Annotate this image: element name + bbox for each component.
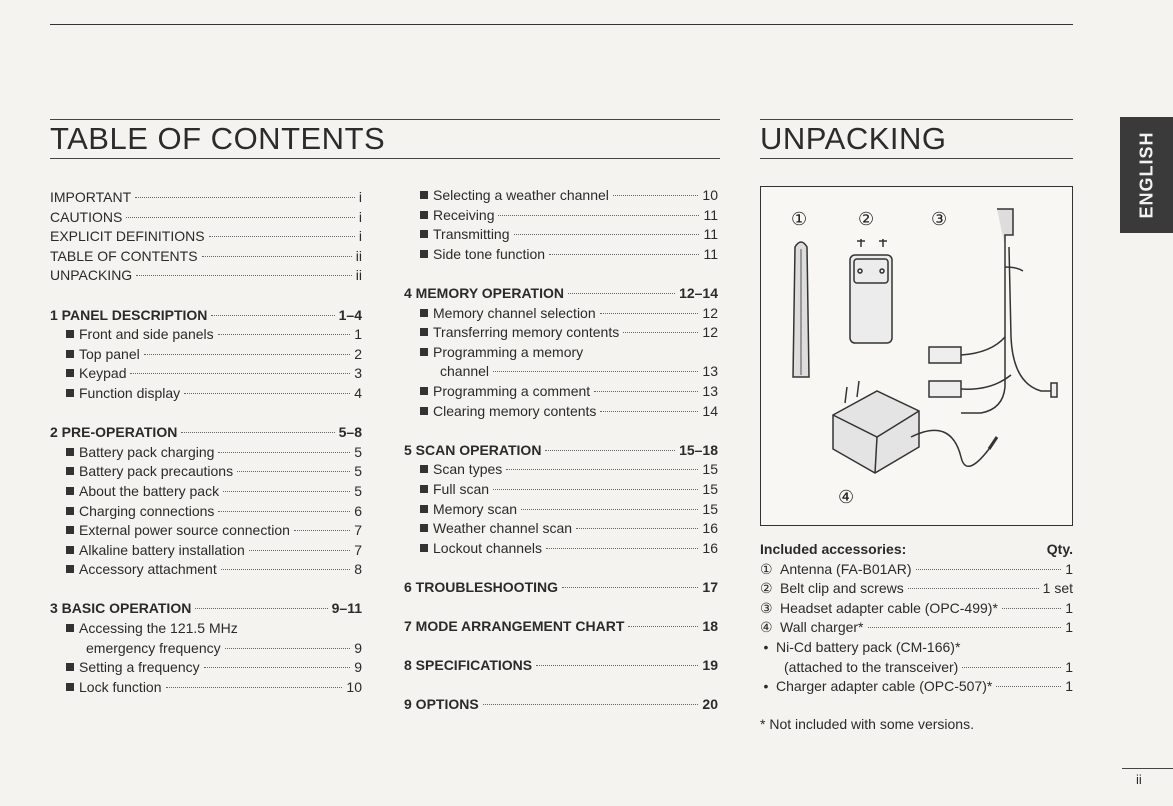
toc-entry-page: ii bbox=[355, 267, 362, 284]
toc-entry bbox=[50, 325, 362, 345]
toc-entry-label: Memory scan bbox=[433, 500, 518, 517]
toc-entry-page: 11 bbox=[703, 245, 718, 262]
toc-entry-label: Memory channel selection bbox=[433, 304, 596, 321]
toc-entry-label: Battery pack precautions bbox=[79, 463, 234, 480]
toc-section-entry bbox=[50, 306, 362, 326]
unpacking-title: UNPACKING bbox=[760, 121, 947, 156]
square-bullet-icon bbox=[420, 407, 428, 415]
toc-entry-label: IMPORTANT bbox=[50, 189, 132, 205]
footnote: * Not included with some versions. bbox=[760, 716, 974, 732]
toc-entry-page: 15–18 bbox=[679, 441, 718, 458]
toc-entry-label: Clearing memory contents bbox=[433, 402, 597, 419]
dot-leader bbox=[536, 665, 698, 666]
square-bullet-icon bbox=[66, 369, 74, 377]
toc-entry bbox=[50, 541, 362, 561]
toc-entry-page: 11 bbox=[703, 226, 718, 243]
accessory-label: Headset adapter cable (OPC-499)* bbox=[780, 599, 998, 616]
square-bullet-icon bbox=[420, 544, 428, 552]
toc-entry bbox=[404, 304, 718, 324]
dot-leader bbox=[868, 627, 1062, 628]
toc-entry-page: 16 bbox=[702, 539, 718, 556]
top-rule bbox=[50, 24, 1073, 25]
toc-entry-page: i bbox=[358, 208, 362, 225]
toc-column-1 bbox=[50, 188, 362, 697]
toc-entry-label: Setting a frequency bbox=[79, 659, 200, 676]
dot-leader bbox=[962, 667, 1061, 668]
square-bullet-icon bbox=[420, 309, 428, 317]
toc-entry bbox=[50, 384, 362, 404]
toc-entry-page: 8 bbox=[354, 561, 362, 578]
toc-entry-page: 9 bbox=[354, 659, 362, 676]
toc-spacer bbox=[50, 286, 362, 306]
square-bullet-icon bbox=[420, 211, 428, 219]
toc-entry-label: About the battery pack bbox=[79, 482, 220, 499]
dot-leader bbox=[623, 332, 698, 333]
toc-entry-label: 7 MODE ARRANGEMENT CHART bbox=[404, 618, 625, 635]
toc-entry bbox=[404, 343, 718, 363]
dot-leader bbox=[628, 626, 698, 627]
toc-entry bbox=[404, 225, 718, 245]
dot-leader bbox=[600, 411, 698, 412]
toc-entry-label: Transmitting bbox=[433, 226, 510, 243]
toc-entry bbox=[404, 539, 718, 559]
dot-leader bbox=[506, 469, 698, 470]
accessory-label: Belt clip and screws bbox=[780, 580, 904, 597]
square-bullet-icon bbox=[420, 191, 428, 199]
toc-entry-label: Programming a memory bbox=[433, 343, 584, 360]
square-bullet-icon bbox=[420, 505, 428, 513]
toc-entry-page: 4 bbox=[354, 384, 362, 401]
dot-leader bbox=[126, 217, 355, 218]
toc-entry bbox=[50, 247, 362, 267]
figure-label-1: ① bbox=[791, 209, 808, 230]
toc-entry-label: CAUTIONS bbox=[50, 208, 123, 225]
dot-leader bbox=[218, 334, 351, 335]
toc-spacer bbox=[404, 421, 718, 441]
accessories-header bbox=[760, 540, 1073, 560]
square-bullet-icon bbox=[66, 526, 74, 534]
dot-leader bbox=[562, 587, 698, 588]
toc-entry bbox=[50, 364, 362, 384]
toc-entry-page: i bbox=[358, 228, 362, 245]
toc-entry-label: Accessing the 121.5 MHz bbox=[79, 620, 238, 637]
toc-entry-label: Alkaline battery installation bbox=[79, 541, 245, 558]
dot-leader bbox=[521, 509, 698, 510]
accessory-label: Charger adapter cable (OPC-507)* bbox=[776, 678, 993, 695]
accessory-label: Antenna (FA-B01AR) bbox=[780, 560, 912, 577]
toc-spacer bbox=[404, 264, 718, 284]
toc-entry-label: 8 SPECIFICATIONS bbox=[404, 657, 533, 674]
toc-entry bbox=[50, 266, 362, 286]
toc-entry-label: Lock function bbox=[79, 678, 162, 695]
square-bullet-icon bbox=[420, 524, 428, 532]
toc-entry-label: Front and side panels bbox=[79, 326, 214, 343]
toc-entry-page: i bbox=[358, 189, 362, 205]
toc-entry bbox=[50, 502, 362, 522]
toc-entry-label: Battery pack charging bbox=[79, 443, 215, 460]
toc-entry-page: 12 bbox=[702, 324, 718, 341]
square-bullet-icon bbox=[420, 328, 428, 336]
toc-spacer bbox=[50, 580, 362, 600]
toc-title-rule-top bbox=[50, 119, 720, 120]
toc-entry-label: Weather channel scan bbox=[433, 520, 573, 537]
toc-entry-page: 11 bbox=[703, 206, 718, 223]
toc-entry bbox=[50, 619, 362, 639]
toc-entry-label: 3 BASIC OPERATION bbox=[50, 600, 192, 617]
dot-leader bbox=[218, 511, 350, 512]
toc-entry-label: 6 TROUBLESHOOTING bbox=[404, 578, 559, 595]
toc-entry-label: channel bbox=[440, 363, 490, 380]
toc-entry-label: 5 SCAN OPERATION bbox=[404, 441, 542, 458]
toc-entry-label: Selecting a weather channel bbox=[433, 187, 609, 203]
toc-entry-page: 18 bbox=[702, 618, 718, 635]
toc-entry-label: Side tone function bbox=[433, 245, 546, 262]
toc-entry bbox=[50, 227, 362, 247]
language-tab bbox=[1120, 117, 1173, 233]
unpacking-title-rule-top bbox=[760, 119, 1073, 120]
dot-leader bbox=[294, 530, 350, 531]
dot-leader bbox=[223, 491, 350, 492]
toc-entry bbox=[404, 245, 718, 265]
square-bullet-icon bbox=[420, 230, 428, 238]
dot-leader bbox=[594, 391, 698, 392]
accessory-qty: 1 bbox=[1065, 678, 1073, 695]
dot-leader bbox=[135, 197, 355, 198]
accessory-qty: 1 bbox=[1065, 599, 1073, 616]
toc-entry-label: External power source connection bbox=[79, 522, 290, 539]
toc-entry bbox=[404, 480, 718, 500]
accessory-item bbox=[760, 677, 1073, 697]
square-bullet-icon bbox=[66, 487, 74, 495]
accessory-qty: 1 bbox=[1065, 658, 1073, 675]
accessory-qty: 1 set bbox=[1042, 580, 1073, 597]
toc-entry bbox=[404, 362, 718, 382]
dot-leader bbox=[184, 393, 350, 394]
toc-entry-page: 16 bbox=[702, 520, 718, 537]
toc-entry-page: 5 bbox=[354, 482, 362, 499]
dot-leader bbox=[202, 256, 352, 257]
dot-leader bbox=[144, 354, 350, 355]
toc-entry-page: 12–14 bbox=[679, 284, 718, 301]
square-bullet-icon bbox=[66, 448, 74, 456]
toc-entry bbox=[404, 186, 718, 206]
toc-entry-label: Top panel bbox=[79, 345, 140, 362]
dot-leader bbox=[514, 234, 700, 235]
toc-entry-page: 9–11 bbox=[331, 600, 362, 617]
toc-section-entry bbox=[50, 599, 362, 619]
square-bullet-icon bbox=[66, 467, 74, 475]
toc-entry-page: ii bbox=[355, 247, 362, 264]
toc-entry-label: Transferring memory contents bbox=[433, 324, 620, 341]
accessory-label: (attached to the transceiver) bbox=[784, 658, 959, 675]
accessory-mark: • bbox=[763, 678, 769, 695]
dot-leader bbox=[218, 452, 350, 453]
toc-entry-page: 1 bbox=[354, 326, 362, 343]
accessory-mark: ③ bbox=[760, 599, 773, 616]
toc-spacer bbox=[50, 404, 362, 424]
accessory-qty: 1 bbox=[1065, 560, 1073, 577]
unpacking-title-rule-bottom bbox=[760, 158, 1073, 159]
toc-entry bbox=[50, 678, 362, 698]
square-bullet-icon bbox=[66, 546, 74, 554]
toc-entry-label: 4 MEMORY OPERATION bbox=[404, 284, 564, 301]
accessory-item bbox=[760, 560, 1073, 580]
dot-leader bbox=[136, 275, 352, 276]
dot-leader bbox=[493, 371, 698, 372]
toc-entry-page: 7 bbox=[354, 541, 362, 558]
toc-entry bbox=[404, 500, 718, 520]
toc-entry-page: 15 bbox=[702, 480, 718, 497]
toc-section-entry bbox=[404, 695, 718, 715]
toc-spacer bbox=[404, 558, 718, 578]
dot-leader bbox=[237, 471, 350, 472]
square-bullet-icon bbox=[66, 683, 74, 691]
square-bullet-icon bbox=[66, 663, 74, 671]
toc-entry-label: emergency frequency bbox=[86, 639, 221, 656]
toc-entry-label: 9 OPTIONS bbox=[404, 696, 479, 713]
toc-entry-label: UNPACKING bbox=[50, 267, 133, 284]
toc-entry bbox=[404, 519, 718, 539]
toc-section-entry bbox=[50, 423, 362, 443]
toc-title: TABLE OF CONTENTS bbox=[50, 121, 386, 156]
toc-entry-label: EXPLICIT DEFINITIONS bbox=[50, 228, 205, 245]
dot-leader bbox=[483, 704, 699, 705]
dot-leader bbox=[908, 588, 1039, 589]
toc-entry bbox=[50, 462, 362, 482]
accessories-list bbox=[760, 540, 1073, 697]
toc-entry-page: 5 bbox=[354, 463, 362, 480]
toc-entry-page: 5–8 bbox=[338, 424, 362, 441]
toc-entry-page: 19 bbox=[702, 657, 718, 674]
toc-entry-label: Charging connections bbox=[79, 502, 215, 519]
square-bullet-icon bbox=[66, 330, 74, 338]
toc-entry-page: 20 bbox=[702, 696, 718, 713]
toc-entry-label: Lockout channels bbox=[433, 539, 542, 556]
toc-entry bbox=[404, 402, 718, 422]
dot-leader bbox=[1002, 608, 1061, 609]
dot-leader bbox=[204, 667, 351, 668]
toc-section-entry bbox=[404, 578, 718, 598]
dot-leader bbox=[249, 550, 350, 551]
accessory-item bbox=[760, 599, 1073, 619]
toc-entry-label: Full scan bbox=[433, 480, 490, 497]
toc-entry bbox=[50, 188, 362, 208]
square-bullet-icon bbox=[420, 348, 428, 356]
toc-entry bbox=[50, 521, 362, 541]
toc-spacer bbox=[404, 676, 718, 696]
toc-entry bbox=[50, 482, 362, 502]
dot-leader bbox=[225, 648, 351, 649]
language-tab-label: ENGLISH bbox=[1136, 131, 1156, 219]
accessory-item bbox=[760, 638, 1073, 658]
toc-entry bbox=[404, 382, 718, 402]
accessory-mark: ① bbox=[760, 560, 773, 577]
accessory-item bbox=[760, 658, 1073, 678]
toc-entry-page: 1–4 bbox=[338, 306, 362, 323]
accessory-mark: • bbox=[763, 638, 769, 655]
accessory-label: Wall charger* bbox=[780, 619, 864, 636]
square-bullet-icon bbox=[420, 485, 428, 493]
dot-leader bbox=[498, 215, 699, 216]
belt-clip-drawing bbox=[850, 239, 892, 343]
accessories-figure bbox=[760, 186, 1073, 526]
toc-spacer bbox=[404, 597, 718, 617]
accessory-item bbox=[760, 579, 1073, 599]
accessories-heading: Included accessories: bbox=[760, 541, 907, 557]
dot-leader bbox=[195, 608, 327, 609]
toc-entry bbox=[50, 560, 362, 580]
dot-leader bbox=[613, 195, 699, 196]
page-number-rule bbox=[1122, 768, 1173, 769]
toc-section-entry bbox=[404, 284, 718, 304]
toc-entry-label: Scan types bbox=[433, 461, 503, 478]
toc-entry bbox=[404, 206, 718, 226]
toc-column-2 bbox=[404, 186, 718, 715]
accessories-illustration bbox=[761, 187, 1071, 524]
toc-entry-page: 12 bbox=[702, 304, 718, 321]
dot-leader bbox=[549, 254, 699, 255]
toc-entry-page: 5 bbox=[354, 443, 362, 460]
qty-heading: Qty. bbox=[1046, 541, 1073, 557]
toc-entry-page: 6 bbox=[354, 502, 362, 519]
square-bullet-icon bbox=[66, 350, 74, 358]
dot-leader bbox=[545, 450, 675, 451]
toc-entry-page: 7 bbox=[354, 522, 362, 539]
toc-entry bbox=[404, 323, 718, 343]
wall-charger-drawing bbox=[833, 381, 997, 473]
square-bullet-icon bbox=[420, 250, 428, 258]
toc-entry-page: 13 bbox=[702, 382, 718, 399]
toc-section-entry bbox=[404, 656, 718, 676]
toc-entry bbox=[50, 208, 362, 228]
dot-leader bbox=[209, 236, 355, 237]
toc-entry-page: 2 bbox=[354, 345, 362, 362]
toc-entry bbox=[404, 460, 718, 480]
toc-entry-label: Receiving bbox=[433, 206, 495, 223]
headset-cable-drawing bbox=[929, 209, 1057, 413]
toc-entry-page: 15 bbox=[702, 500, 718, 517]
accessory-qty: 1 bbox=[1065, 619, 1073, 636]
toc-entry-page: 14 bbox=[702, 402, 718, 419]
square-bullet-icon bbox=[420, 465, 428, 473]
toc-entry-label: Programming a comment bbox=[433, 382, 591, 399]
antenna-drawing bbox=[793, 242, 809, 377]
toc-entry-label: Function display bbox=[79, 384, 181, 401]
square-bullet-icon bbox=[66, 565, 74, 573]
toc-entry-page: 13 bbox=[702, 363, 718, 380]
dot-leader bbox=[568, 293, 675, 294]
toc-entry-label: Keypad bbox=[79, 365, 127, 382]
page-number: ii bbox=[1136, 772, 1142, 787]
dot-leader bbox=[493, 489, 698, 490]
dot-leader bbox=[916, 569, 1062, 570]
figure-label-3: ③ bbox=[931, 209, 948, 230]
toc-entry-page: 9 bbox=[354, 639, 362, 656]
square-bullet-icon bbox=[66, 507, 74, 515]
dot-leader bbox=[576, 528, 698, 529]
square-bullet-icon bbox=[420, 387, 428, 395]
dot-leader bbox=[130, 373, 350, 374]
dot-leader bbox=[211, 315, 334, 316]
toc-entry bbox=[50, 345, 362, 365]
toc-section-entry bbox=[404, 617, 718, 637]
dot-leader bbox=[600, 313, 699, 314]
toc-entry-page: 10 bbox=[346, 678, 362, 695]
accessory-item bbox=[760, 618, 1073, 638]
accessory-label: Ni-Cd battery pack (CM-166)* bbox=[776, 638, 961, 655]
toc-entry-label: Accessory attachment bbox=[79, 561, 217, 578]
toc-title-rule-bottom bbox=[50, 158, 720, 159]
dot-leader bbox=[181, 432, 334, 433]
square-bullet-icon bbox=[66, 624, 74, 632]
toc-entry bbox=[50, 443, 362, 463]
toc-entry-label: TABLE OF CONTENTS bbox=[50, 247, 198, 264]
toc-entry-page: 17 bbox=[702, 578, 718, 595]
dot-leader bbox=[221, 569, 350, 570]
accessory-mark: ② bbox=[760, 580, 773, 597]
toc-entry-page: 15 bbox=[702, 461, 718, 478]
dot-leader bbox=[546, 548, 698, 549]
toc-entry bbox=[50, 639, 362, 659]
toc-section-entry bbox=[404, 441, 718, 461]
toc-spacer bbox=[404, 637, 718, 657]
toc-entry-label: 2 PRE-OPERATION bbox=[50, 424, 178, 441]
toc-entry-label: 1 PANEL DESCRIPTION bbox=[50, 306, 208, 323]
accessory-mark: ④ bbox=[760, 619, 773, 636]
figure-label-4: ④ bbox=[838, 487, 855, 508]
figure-label-2: ② bbox=[858, 209, 875, 230]
dot-leader bbox=[166, 687, 343, 688]
square-bullet-icon bbox=[66, 389, 74, 397]
toc-entry-page: 10 bbox=[702, 187, 718, 203]
toc-entry bbox=[50, 658, 362, 678]
toc-entry-page: 3 bbox=[354, 365, 362, 382]
dot-leader bbox=[996, 686, 1061, 687]
